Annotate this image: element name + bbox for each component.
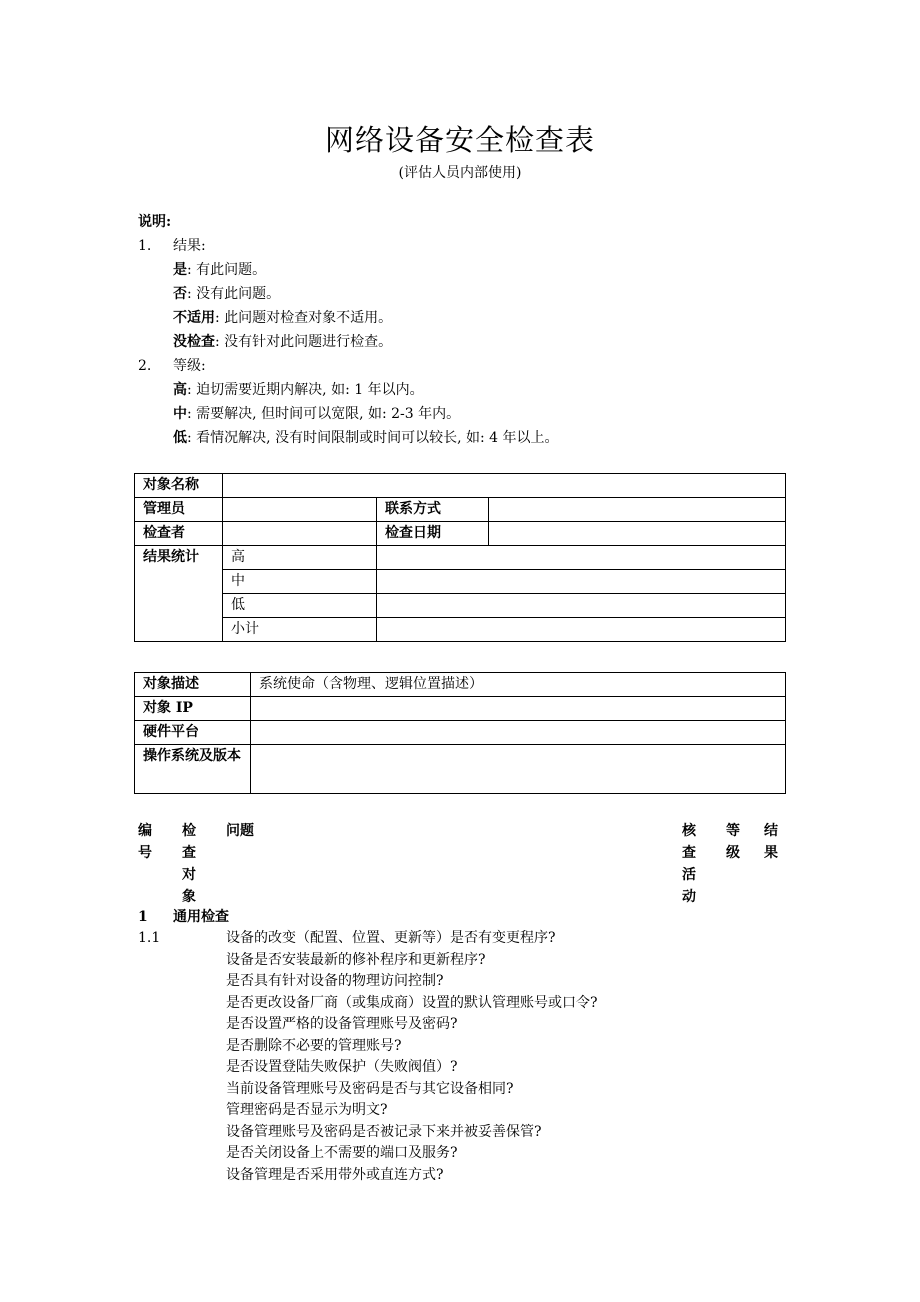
level-high-label: 高	[223, 546, 377, 570]
header-target: 检查对象	[182, 823, 196, 905]
question-item: 是否删除不必要的管理账号?	[226, 1037, 402, 1054]
section-number: 1	[138, 909, 148, 925]
definition-term: 中	[173, 406, 187, 422]
definition-text: : 有此问题。	[187, 262, 267, 278]
question-item: 管理密码是否显示为明文?	[226, 1102, 388, 1118]
instruction-item-results	[138, 234, 559, 258]
item-number: 2.	[138, 358, 152, 374]
level-low-label: 低	[223, 594, 377, 618]
definition-text: : 没有此问题。	[187, 286, 281, 302]
header-activity: 核查活动	[682, 823, 696, 905]
document-subtitle: (评估人员内部使用)	[398, 165, 522, 181]
definition-term: 低	[173, 430, 187, 446]
level-high-field[interactable]	[377, 546, 786, 570]
definition-row	[138, 426, 559, 450]
item-number: 1.	[138, 238, 152, 254]
question-item: 是否具有针对设备的物理访问控制?	[226, 973, 444, 989]
level-low-field[interactable]	[377, 594, 786, 618]
object-name-label: 对象名称	[135, 474, 223, 498]
question-group-id: 1.1	[138, 930, 161, 946]
header-question: 问题	[226, 823, 254, 839]
object-desc-label: 对象描述	[135, 673, 251, 697]
document-title: 网络设备安全检查表	[324, 123, 595, 157]
question-list	[138, 928, 598, 1186]
result-stats-label: 结果统计	[135, 546, 223, 642]
definition-term: 不适用	[173, 310, 215, 326]
definition-term: 高	[173, 382, 187, 398]
item-label: 等级:	[173, 358, 206, 374]
question-item: 设备管理账号及密码是否被记录下来并被妥善保管?	[226, 1123, 542, 1140]
definition-row	[138, 330, 559, 354]
os-version-label: 操作系统及版本	[135, 745, 251, 794]
instruction-item-levels	[138, 354, 559, 378]
os-version-field[interactable]	[251, 745, 786, 794]
header-level: 等级	[726, 823, 740, 861]
question-item: 是否设置登陆失败保护（失败阀值）?	[226, 1059, 458, 1075]
section-heading	[138, 906, 229, 926]
contact-field[interactable]	[489, 498, 786, 522]
inspector-label: 检查者	[135, 522, 223, 546]
section-title: 通用检查	[173, 909, 229, 925]
definition-term: 是	[173, 262, 187, 278]
question-group	[138, 928, 598, 1186]
object-ip-label: 对象 IP	[135, 697, 251, 721]
level-medium-label: 中	[223, 570, 377, 594]
object-info-table	[134, 473, 786, 642]
item-label: 结果:	[173, 238, 206, 254]
contact-label: 联系方式	[377, 498, 489, 522]
subtotal-label: 小计	[223, 618, 377, 642]
admin-label: 管理员	[135, 498, 223, 522]
definition-text: : 需要解决, 但时间可以宽限, 如: 2-3 年内。	[187, 406, 461, 422]
question-item: 设备的改变（配置、位置、更新等）是否有变更程序?	[226, 930, 556, 946]
question-table-header	[138, 820, 788, 904]
question-item: 设备是否安装最新的修补程序和更新程序?	[226, 951, 486, 968]
definition-text: : 迫切需要近期内解决, 如: 1 年以内。	[187, 382, 424, 398]
instructions-section	[138, 210, 559, 450]
object-desc-field[interactable]: 系统使命（含物理、逻辑位置描述）	[251, 673, 786, 697]
inspector-field[interactable]	[223, 522, 377, 546]
instructions-heading: 说明:	[138, 214, 172, 230]
question-item: 是否设置严格的设备管理账号及密码?	[226, 1016, 458, 1032]
level-medium-field[interactable]	[377, 570, 786, 594]
question-item: 当前设备管理账号及密码是否与其它设备相同?	[226, 1080, 514, 1097]
definition-term: 没检查	[173, 334, 215, 350]
definition-row	[138, 282, 559, 306]
definition-row	[138, 258, 559, 282]
question-item: 设备管理是否采用带外或直连方式?	[226, 1166, 444, 1183]
definition-row	[138, 402, 559, 426]
check-date-field[interactable]	[489, 522, 786, 546]
hardware-platform-label: 硬件平台	[135, 721, 251, 745]
object-description-table	[134, 672, 786, 794]
definition-text: : 看情况解决, 没有时间限制或时间可以较长, 如: 4 年以上。	[187, 430, 559, 446]
question-item: 是否关闭设备上不需要的端口及服务?	[226, 1145, 458, 1161]
object-name-field[interactable]	[223, 474, 786, 498]
subtotal-field[interactable]	[377, 618, 786, 642]
admin-field[interactable]	[223, 498, 377, 522]
object-ip-field[interactable]	[251, 697, 786, 721]
definition-row	[138, 306, 559, 330]
check-date-label: 检查日期	[377, 522, 489, 546]
definition-term: 否	[173, 286, 187, 302]
header-number: 编号	[138, 823, 152, 861]
header-result: 结果	[764, 823, 778, 861]
definition-text: : 没有针对此问题进行检查。	[215, 334, 393, 350]
hardware-platform-field[interactable]	[251, 721, 786, 745]
question-item: 是否更改设备厂商（或集成商）设置的默认管理账号或口令?	[226, 994, 598, 1011]
definition-text: : 此问题对检查对象不适用。	[215, 310, 393, 326]
definition-row	[138, 378, 559, 402]
